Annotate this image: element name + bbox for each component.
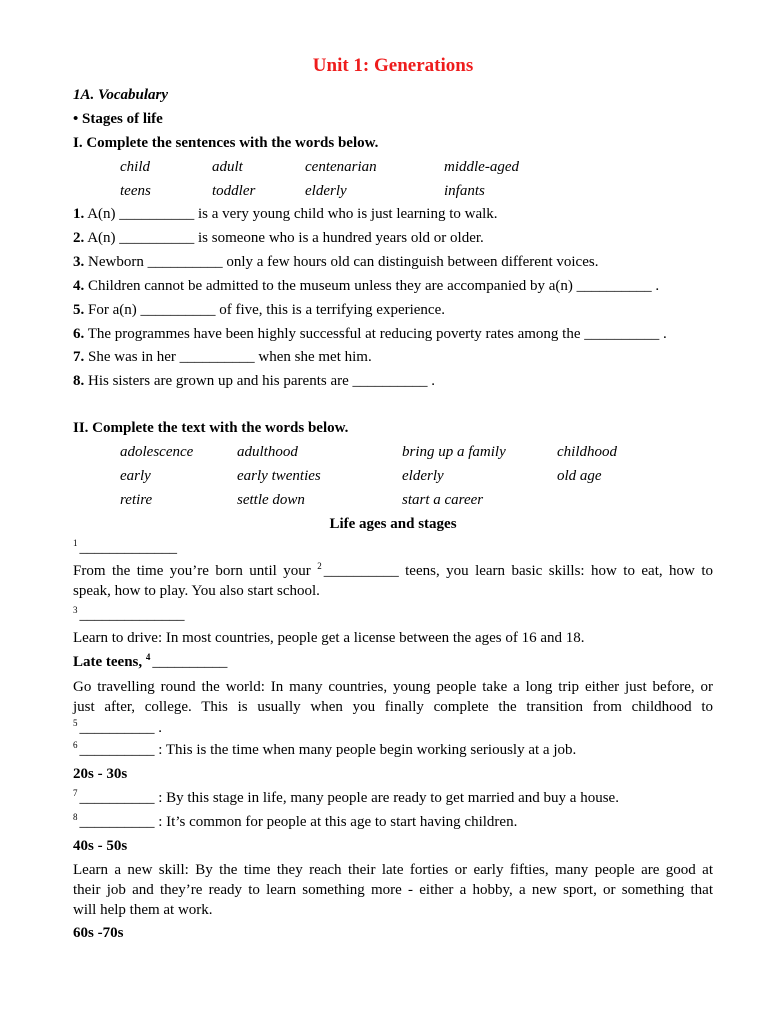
exercise-1-item: 8. His sisters are grown up and his parents are __________ . [73, 373, 436, 389]
exercise-1-item: 7. She was in her __________ when she met him. [73, 349, 372, 365]
word-bank-1-item: toddler [212, 183, 256, 199]
word-bank-2-item: early twenties [237, 468, 321, 484]
exercise-1-item: 4. Children cannot be admitted to the museum unless they are accompanied by a(n) __________ . [73, 278, 660, 294]
word-bank-1-item: infants [444, 183, 485, 199]
word-bank-1-item: adult [212, 159, 243, 175]
exercise-2-instruction: II. Complete the text with the words below. [73, 420, 349, 436]
exercise-1-item: 6. The programmes have been highly successful at reducing poverty rates among the __________ . [73, 326, 667, 342]
heading-20s-30s: 20s - 30s [73, 766, 128, 782]
paragraph-7-line: their job and they’re ready to learn something more - either a hobby, a new sport, or something that [73, 882, 713, 898]
paragraph-7-line: will help them at work. [73, 902, 213, 918]
exercise-1-item: 5. For a(n) __________ of five, this is a terrifying experience. [73, 302, 445, 318]
word-bank-2-item: settle down [237, 492, 305, 508]
gap-3: $^3$ ______________ [73, 605, 185, 623]
page-title: Unit 1: Generations [312, 55, 474, 76]
word-bank-2-item: old age [557, 468, 602, 484]
word-bank-1-item: teens [120, 183, 151, 199]
section-heading-vocabulary: 1A. Vocabulary [73, 87, 169, 103]
word-bank-2-item: bring up a family [402, 444, 506, 460]
word-bank-2-item: retire [120, 492, 153, 508]
paragraph-1-line: speak, how to play. You also start school. [73, 583, 320, 599]
late-teens-heading: Late teens, $^4$ __________ [73, 652, 228, 670]
exercise-1-item: 3. Newborn __________ only a few hours old can distinguish between different voices. [73, 254, 599, 270]
paragraph-3-line: Go travelling round the world: In many countries, young people take a long trip either just before, or [73, 679, 713, 695]
word-bank-2-item: adolescence [120, 444, 194, 460]
word-bank-2-item: adulthood [237, 444, 298, 460]
gap-6-line: $^6$ __________ : This is the time when many people begin working seriously at a job. [73, 740, 577, 758]
word-bank-2-item: childhood [557, 444, 617, 460]
paragraph-7-line: Learn a new skill: By the time they reach their late forties or early fifties, many people are good at [73, 862, 713, 878]
heading-60s-70s: 60s -70s [73, 925, 124, 941]
gap-1: $^1$ _____________ [73, 538, 177, 556]
paragraph-2: Learn to drive: In most countries, people get a license between the ages of 16 and 18. [73, 630, 585, 646]
word-bank-1-item: elderly [305, 183, 347, 199]
paragraph-1-line: From the time you’re born until your $^2$ __________ teens, you learn basic skills: how to eat, how to [73, 561, 713, 579]
exercise-1-item: 1. A(n) __________ is a very young child who is just learning to walk. [73, 206, 498, 222]
exercise-1-item: 2. A(n) __________ is someone who is a hundred years old or older. [73, 230, 484, 246]
word-bank-1-item: middle-aged [444, 159, 519, 175]
word-bank-1-item: child [120, 159, 150, 175]
text-title: Life ages and stages [329, 516, 457, 532]
word-bank-2-item: start a career [402, 492, 484, 508]
paragraph-3-line: $^5$ __________ . [73, 718, 162, 736]
word-bank-1-item: centenarian [305, 159, 377, 175]
gap-8-line: $^8$ __________ : It’s common for people at this age to start having children. [73, 812, 518, 830]
exercise-1-instruction: I. Complete the sentences with the words below. [73, 135, 379, 151]
heading-40s-50s: 40s - 50s [73, 838, 128, 854]
word-bank-2-item: early [120, 468, 151, 484]
stages-heading: • Stages of life [73, 111, 163, 127]
paragraph-3-line: just after, college. This is usually when you finally complete the transition from childhood to [73, 699, 713, 715]
word-bank-2-item: elderly [402, 468, 444, 484]
gap-7-line: $^7$ __________ : By this stage in life, many people are ready to get married and buy a house. [73, 788, 619, 806]
